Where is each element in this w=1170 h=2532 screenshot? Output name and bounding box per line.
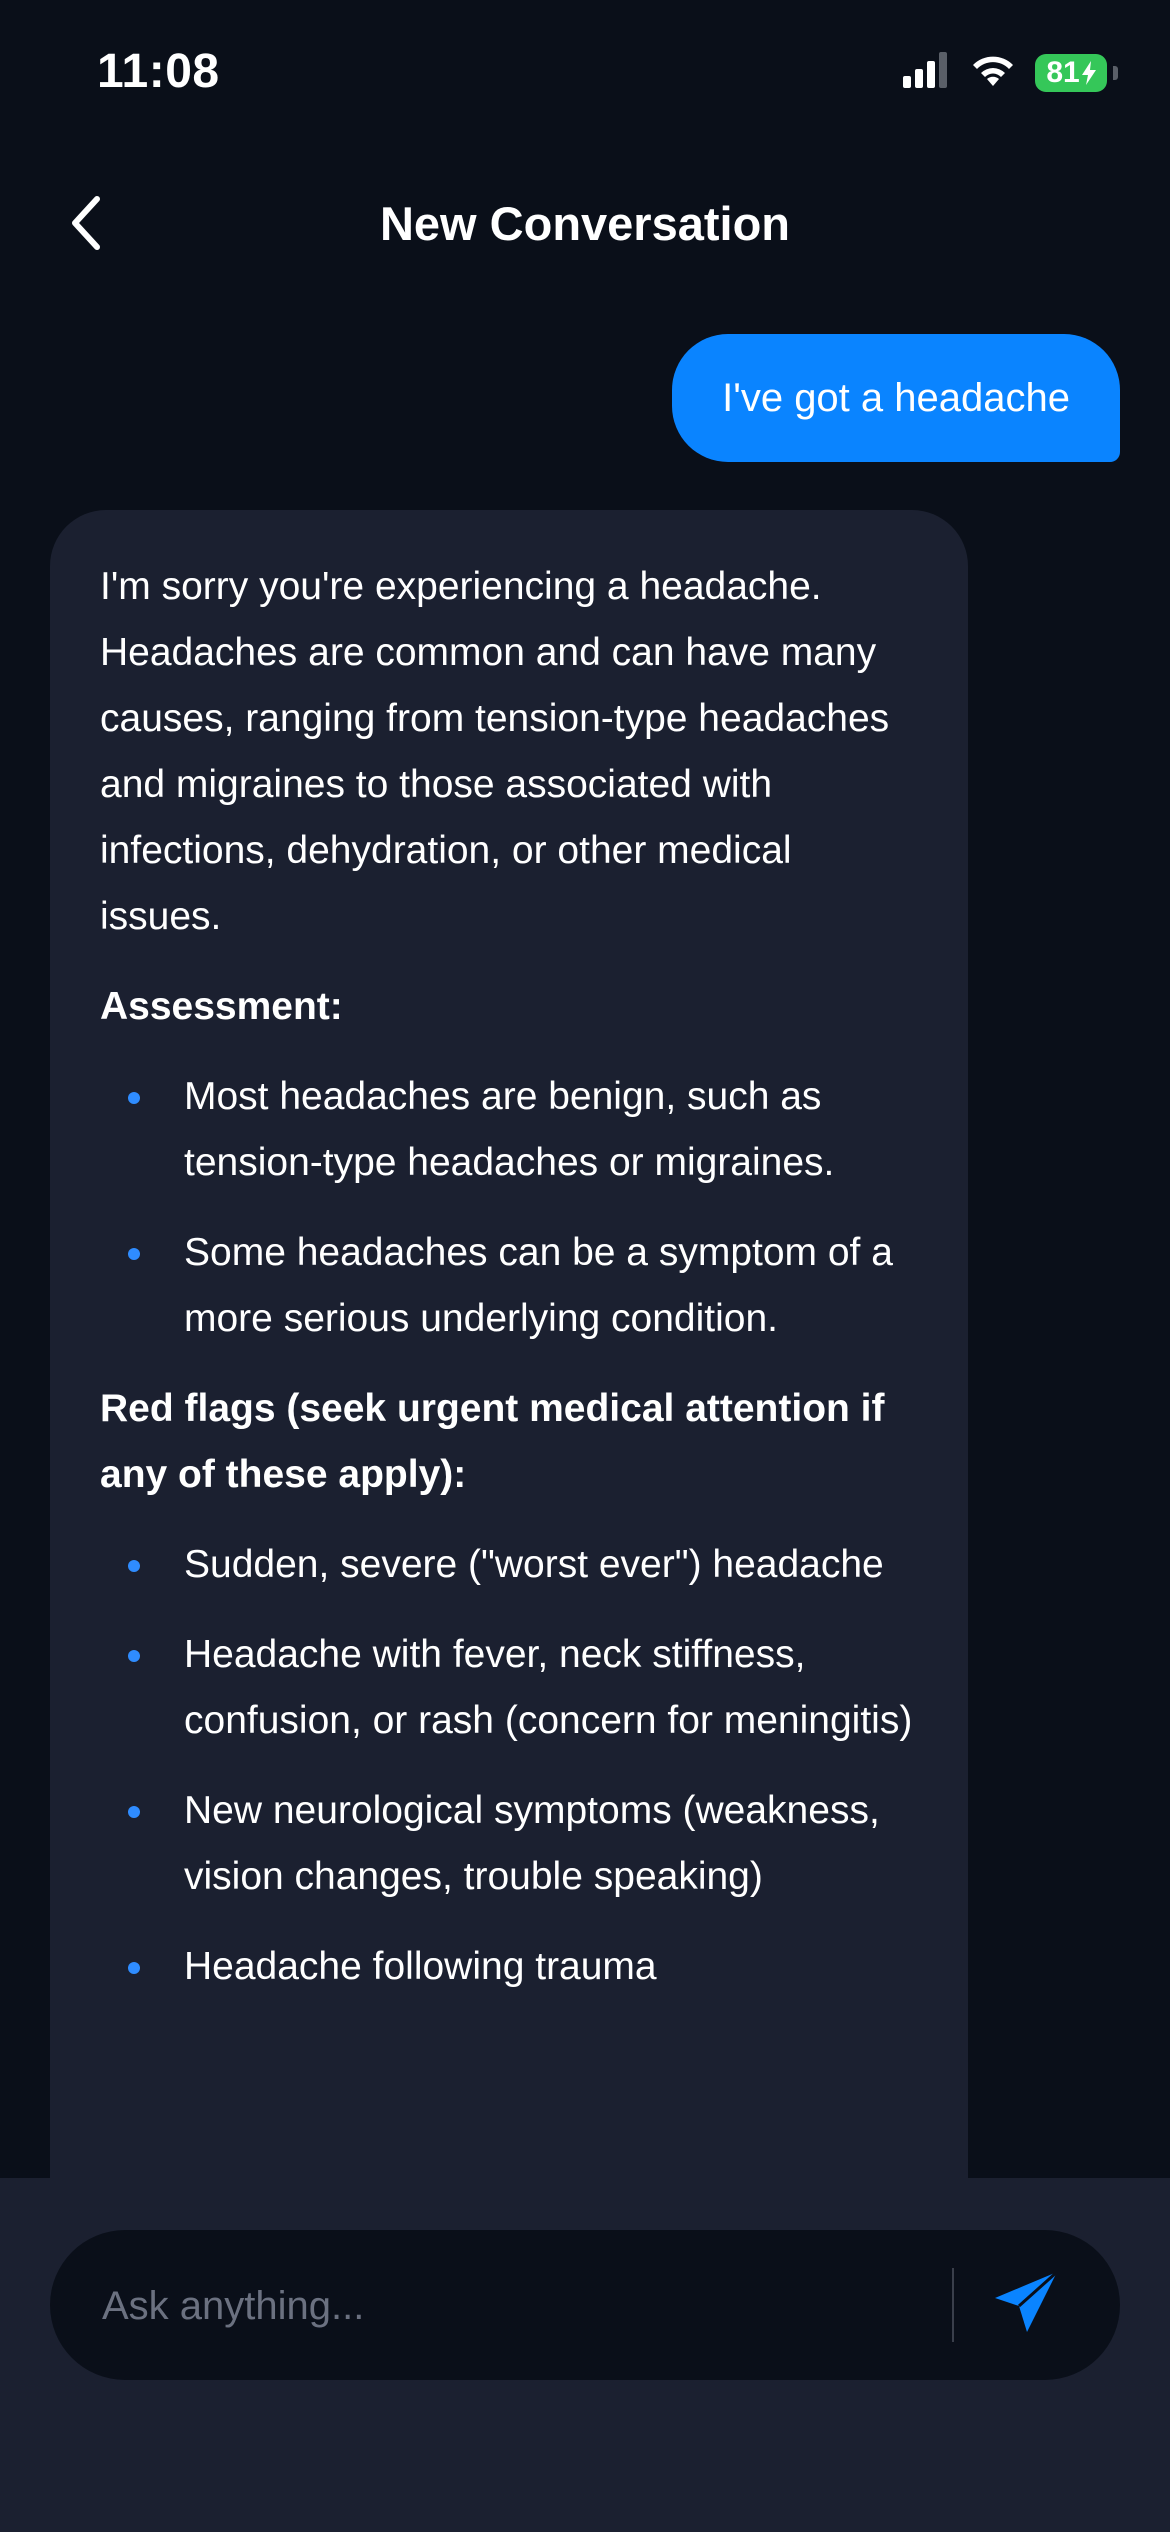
bullet-icon — [128, 1962, 140, 1974]
user-message-bubble: I've got a headache — [672, 334, 1120, 462]
chat-thread[interactable] — [0, 300, 1170, 2178]
composer-bar — [0, 2178, 1170, 2532]
list-item-text: Sudden, severe ("worst ever") headache — [184, 1543, 884, 1586]
send-button[interactable] — [976, 2255, 1076, 2355]
bullet-icon — [128, 1806, 140, 1818]
list-item-text: Most headaches are benign, such as tension-type headaches or migraines. — [184, 1075, 835, 1184]
list-item — [100, 1778, 918, 1910]
assistant-message-bubble — [50, 510, 968, 2178]
list-item — [100, 1064, 918, 1196]
list-item — [100, 1532, 918, 1598]
send-icon — [991, 2268, 1061, 2343]
status-icons — [903, 52, 1118, 93]
battery-level: 81 — [1046, 55, 1080, 89]
composer-divider — [952, 2268, 954, 2342]
page-title: New Conversation — [379, 197, 791, 250]
bullet-icon — [128, 1248, 140, 1260]
navigation-header — [0, 170, 1170, 280]
red-flags-heading: Red flags (seek urgent medical attention if any of these apply): — [100, 1387, 885, 1496]
bullet-icon — [128, 1092, 140, 1104]
list-item-text: Some headaches can be a symptom of a more serious underlying condition. — [184, 1231, 893, 1340]
list-item-text: New neurological symptoms (weakness, vision changes, trouble speaking) — [184, 1789, 880, 1898]
assessment-list — [100, 1064, 918, 1352]
assessment-heading: Assessment: — [100, 985, 343, 1028]
battery-tip — [1113, 66, 1118, 80]
list-item-text: Headache following trauma — [184, 1945, 657, 1988]
list-item — [100, 1220, 918, 1352]
bullet-icon — [128, 1560, 140, 1572]
status-bar — [0, 0, 1170, 150]
battery-charging-icon — [1035, 54, 1107, 92]
list-item — [100, 1934, 918, 2000]
red-flags-list — [100, 1532, 918, 2000]
composer — [50, 2230, 1120, 2380]
cellular-signal-icon — [903, 52, 951, 93]
list-item — [100, 1622, 918, 1754]
wifi-icon — [969, 52, 1017, 93]
message-input[interactable] — [100, 2230, 964, 2382]
status-time: 11:08 — [97, 45, 220, 98]
bullet-icon — [128, 1650, 140, 1662]
list-item-text: Headache with fever, neck stiffness, confusion, or rash (concern for meningitis) — [184, 1633, 913, 1742]
assistant-intro: I'm sorry you're experiencing a headache. Headaches are common and can have many causes, ranging from tension-type headaches and migraines to those associated with infections, dehydration, or other medical issues. — [100, 565, 890, 938]
